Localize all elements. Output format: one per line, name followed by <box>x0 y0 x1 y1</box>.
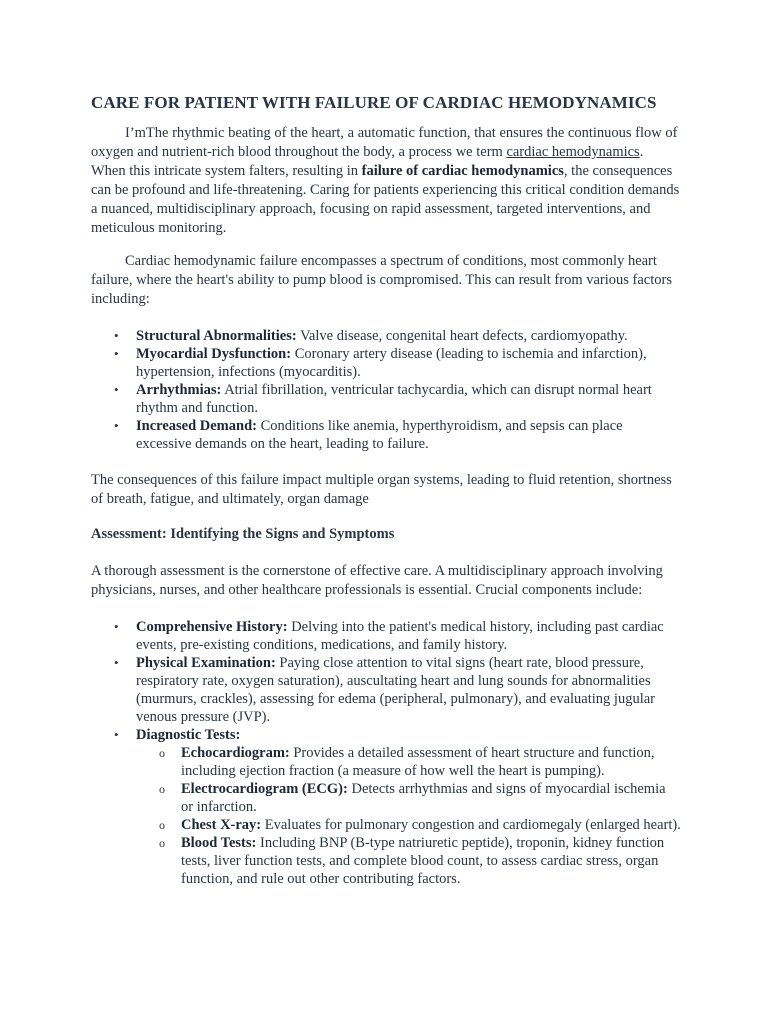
list-item: • Diagnostic Tests: o Echocardiogram: Provides a detailed assessment of heart structure and function, including ejection fraction (a measure of how well the heart is pumping). o Electrocardiogram (ECG): Detects arrhythmias and signs of myocardial ischemia or infarction. o Chest X-ray: Evaluates for pulmonary congestion and cardiomegaly (enlarged heart). o Blood Tests: Including BNP (B-type natriuretic peptide), troponin, kidney function tests, liver function tests, and complete blood count, to assess cardiac stress, organ function, and rule out other contributing factors. <box>136 726 681 888</box>
intro-paragraph <box>91 124 681 238</box>
consequences-paragraph: The consequences of this failure impact multiple organ systems, leading to fluid retention, shortness of breath, fatigue, and ultimately, organ damage <box>91 472 672 507</box>
assessment-list <box>91 618 681 888</box>
list-item: • Structural Abnormalities: Valve disease, congenital heart defects, cardiomyopathy. <box>136 327 681 345</box>
list-item: • Myocardial Dysfunction: Coronary artery disease (leading to ischemia and infarction), hypertension, infections (myocarditis). <box>136 345 681 381</box>
causes-intro-paragraph: Cardiac hemodynamic failure encompasses a spectrum of conditions, most commonly heart failure, where the heart's ability to pump blood is compromised. This can result from various factors including: <box>91 253 672 307</box>
list-item: o Electrocardiogram (ECG): Detects arrhythmias and signs of myocardial ischemia or infarction. <box>181 780 681 816</box>
cardiac-hemodynamics-link[interactable]: cardiac hemodynamics <box>506 144 640 160</box>
list-item: • Comprehensive History: Delving into the patient's medical history, including past cardiac events, pre-existing conditions, medications, and family history. <box>136 618 681 654</box>
list-item: o Echocardiogram: Provides a detailed assessment of heart structure and function, including ejection fraction (a measure of how well the heart is pumping). <box>181 744 681 780</box>
list-item: • Physical Examination: Paying close attention to vital signs (heart rate, blood pressure, respiratory rate, oxygen saturation), auscultating heart and lung sounds for abnormalities (murmurs, crackles), assessing for edema (peripheral, pulmonary), and evaluating jugular venous pressure (JVP). <box>136 654 681 726</box>
diagnostic-tests-list <box>136 744 681 888</box>
intro-text-3: , the consequences can be profound and life-threatening. Caring for patients experiencing this critical condition demands a nuanced, multidisciplinary approach, focusing on rapid assessment, targeted interventions, and meticulous monitoring. <box>91 163 680 236</box>
document-page <box>91 92 681 906</box>
list-item: • Arrhythmias: Atrial fibrillation, ventricular tachycardia, which can disrupt normal heart rhythm and function. <box>136 381 681 417</box>
list-item: o Blood Tests: Including BNP (B-type natriuretic peptide), troponin, kidney function tests, liver function tests, and complete blood count, to assess cardiac stress, organ function, and rule out other contributing factors. <box>181 834 681 888</box>
list-item: o Chest X-ray: Evaluates for pulmonary congestion and cardiomegaly (enlarged heart). <box>181 816 681 834</box>
intro-text-2: . When this intricate system falters, resulting in <box>91 144 644 179</box>
intro-text-1: I’mThe rhythmic beating of the heart, a automatic function, that ensures the continuous flow of oxygen and nutrient-rich blood throughout the body, a process we term <box>91 125 678 160</box>
intro-bold-term: failure of cardiac hemodynamics <box>361 163 564 179</box>
list-item: • Increased Demand: Conditions like anemia, hyperthyroidism, and sepsis can place excessive demands on the heart, leading to failure. <box>136 417 681 453</box>
assessment-heading: Assessment: Identifying the Signs and Symptoms <box>91 526 395 542</box>
document-title: CARE FOR PATIENT WITH FAILURE OF CARDIAC HEMODYNAMICS <box>91 93 657 112</box>
assessment-intro-paragraph: A thorough assessment is the cornerstone of effective care. A multidisciplinary approach involving physicians, nurses, and other healthcare professionals is essential. Crucial components include: <box>91 563 663 598</box>
causes-list <box>91 327 681 453</box>
